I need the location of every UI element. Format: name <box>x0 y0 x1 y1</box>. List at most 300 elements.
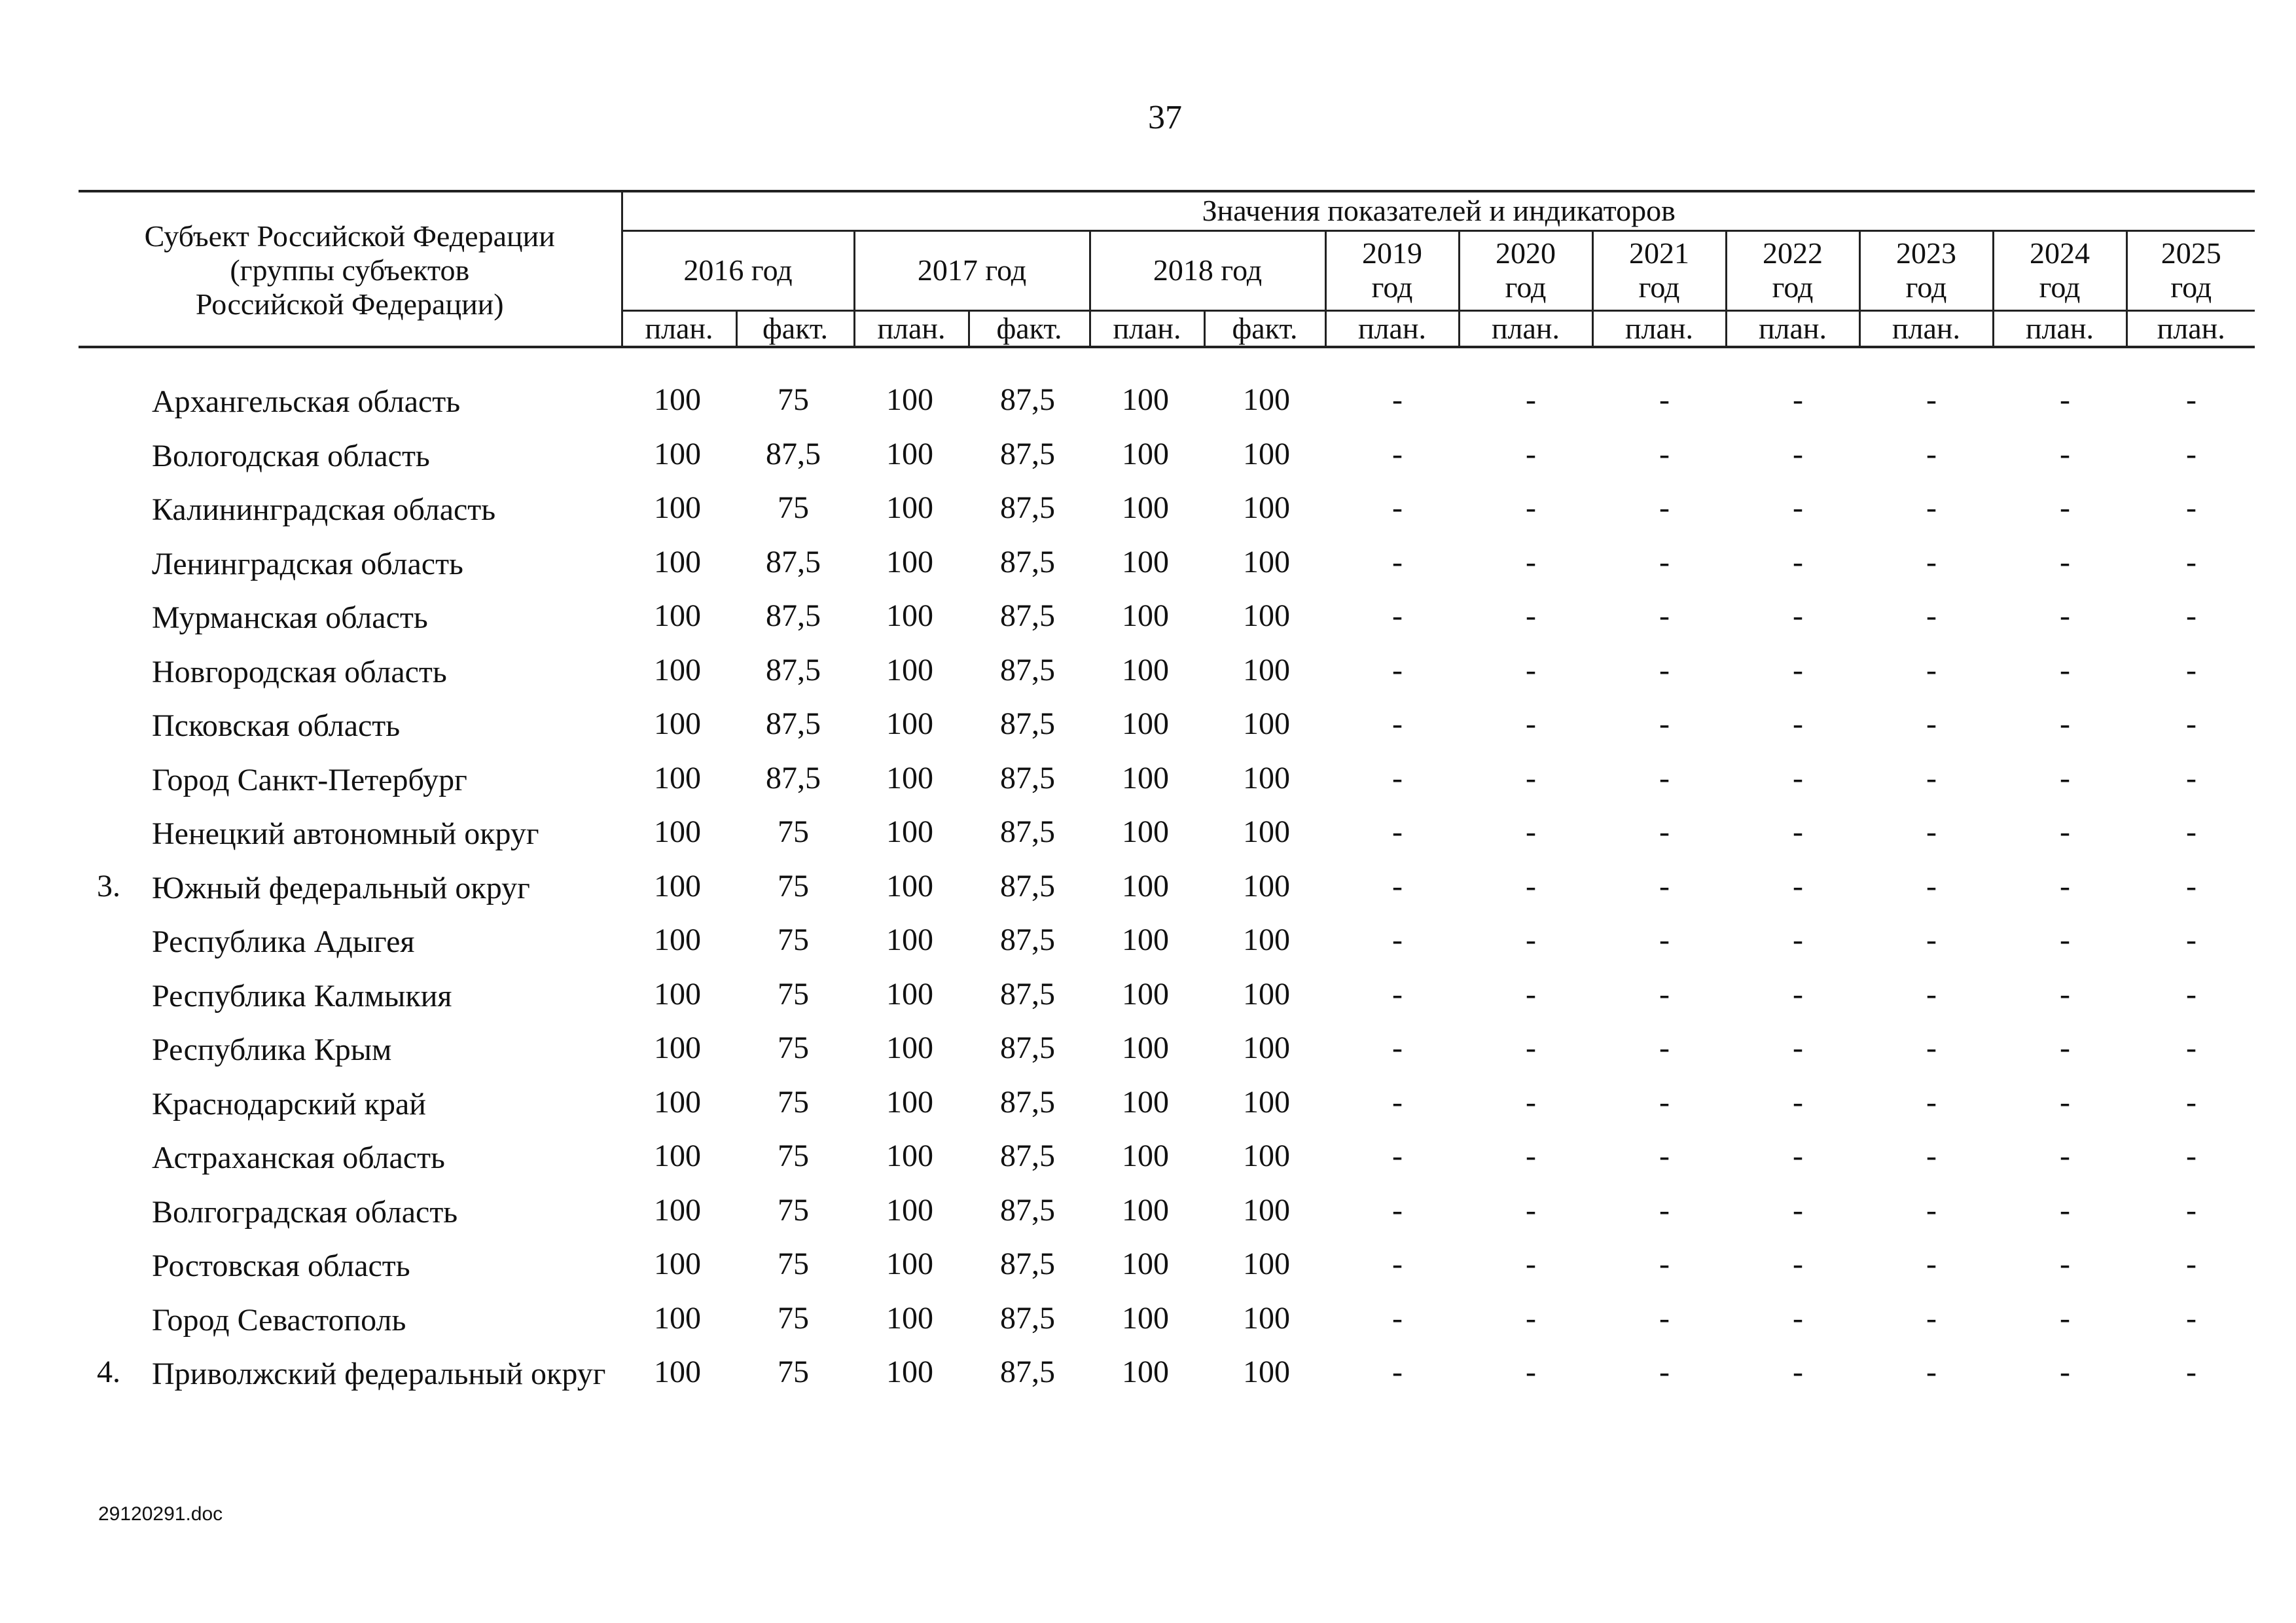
dash-cell: - <box>1392 760 1403 795</box>
region-name: Мурманская область <box>152 600 428 635</box>
dash-cell: - <box>1392 1139 1403 1173</box>
dash-cell: - <box>2186 922 2197 957</box>
dash-cell: - <box>2186 598 2197 633</box>
value-cell: 100 <box>886 490 933 525</box>
year-header <box>1859 230 1993 310</box>
region-name: Город Севастополь <box>152 1302 406 1338</box>
table-row <box>79 761 2255 816</box>
value-cell: 87,5 <box>1000 1192 1055 1228</box>
dash-cell: - <box>1526 922 1536 957</box>
plan-header: план. <box>1859 310 1993 347</box>
dash-cell: - <box>2060 490 2070 525</box>
plan-header: план. <box>1090 310 1204 347</box>
year-word: год <box>1905 270 1947 304</box>
dash-cell: - <box>1392 598 1403 633</box>
dash-cell: - <box>1926 814 1937 849</box>
year-number: 2020 <box>1496 236 1556 270</box>
dash-cell: - <box>1659 1355 1670 1389</box>
value-cell: 100 <box>654 976 701 1012</box>
table-row <box>79 923 2255 977</box>
value-cell: 100 <box>1243 760 1290 795</box>
value-cell: 87,5 <box>1000 598 1055 633</box>
table-row <box>79 1031 2255 1085</box>
value-cell: 87,5 <box>766 652 821 687</box>
dash-cell: - <box>1793 1139 1803 1173</box>
year-number: 2023 <box>1896 236 1956 270</box>
dash-cell: - <box>2186 1192 2197 1228</box>
region-name: Ленинградская область <box>152 546 463 581</box>
value-cell: 100 <box>654 382 701 417</box>
dash-cell: - <box>2060 976 2070 1012</box>
dash-cell: - <box>1926 490 1937 525</box>
dash-cell: - <box>1926 868 1937 903</box>
year-word: год <box>2039 270 2081 304</box>
dash-cell: - <box>1392 436 1403 471</box>
value-cell: 100 <box>1243 1300 1290 1336</box>
dash-cell: - <box>1526 1030 1536 1065</box>
plan-header: план. <box>1726 310 1859 347</box>
value-cell: 100 <box>886 760 933 795</box>
dash-cell: - <box>2186 814 2197 849</box>
value-cell: 75 <box>778 814 809 849</box>
year-header: 2017 год <box>854 230 1090 310</box>
year-word: год <box>1772 270 1814 304</box>
year-word: год <box>1371 270 1413 304</box>
dash-cell: - <box>2186 436 2197 471</box>
value-cell: 100 <box>1243 1247 1290 1281</box>
region-name: Республика Калмыкия <box>152 978 452 1013</box>
dash-cell: - <box>2060 652 2070 687</box>
dash-cell: - <box>1392 1247 1403 1281</box>
value-cell: 87,5 <box>1000 1355 1055 1389</box>
year-header: 2018 год <box>1090 230 1325 310</box>
dash-cell: - <box>1659 706 1670 741</box>
table-row <box>79 599 2255 653</box>
value-cell: 100 <box>1243 1084 1290 1120</box>
value-cell: 100 <box>1243 652 1290 687</box>
dash-cell: - <box>1926 760 1937 795</box>
dash-cell: - <box>1526 436 1536 471</box>
value-cell: 100 <box>1122 1192 1169 1228</box>
region-name: Вологодская область <box>152 438 430 473</box>
value-cell: 75 <box>778 1192 809 1228</box>
region-name: Краснодарский край <box>152 1086 426 1122</box>
region-name: Новгородская область <box>152 654 447 689</box>
dash-cell: - <box>1526 1139 1536 1173</box>
dash-cell: - <box>2060 382 2070 417</box>
dash-cell: - <box>1926 1139 1937 1173</box>
year-word: год <box>2170 270 2212 304</box>
value-cell: 100 <box>1243 976 1290 1012</box>
plan-header: план. <box>622 310 736 347</box>
value-cell: 87,5 <box>1000 652 1055 687</box>
year-header <box>1726 230 1859 310</box>
dash-cell: - <box>2186 1030 2197 1065</box>
year-header <box>1459 230 1592 310</box>
plan-header: план. <box>2126 310 2255 347</box>
value-cell: 87,5 <box>1000 922 1055 957</box>
dash-cell: - <box>1926 544 1937 579</box>
value-cell: 100 <box>1243 1030 1290 1065</box>
table-row <box>79 653 2255 708</box>
dash-cell: - <box>1659 1139 1670 1173</box>
value-cell: 75 <box>778 1139 809 1173</box>
value-cell: 100 <box>886 706 933 741</box>
value-cell: 100 <box>886 1247 933 1281</box>
value-cell: 100 <box>886 1139 933 1173</box>
dash-cell: - <box>1392 1084 1403 1120</box>
page-number: 37 <box>1148 99 1182 136</box>
dash-cell: - <box>2060 1192 2070 1228</box>
value-cell: 87,5 <box>766 760 821 795</box>
dash-cell: - <box>1526 1192 1536 1228</box>
table-row <box>79 383 2255 437</box>
year-word: год <box>1638 270 1680 304</box>
value-cell: 100 <box>886 814 933 849</box>
table-row <box>79 1302 2255 1356</box>
dash-cell: - <box>2060 1355 2070 1389</box>
dash-cell: - <box>1793 652 1803 687</box>
value-cell: 100 <box>654 652 701 687</box>
table-row <box>79 1247 2255 1302</box>
dash-cell: - <box>1526 868 1536 903</box>
value-cell: 100 <box>886 436 933 471</box>
dash-cell: - <box>1659 544 1670 579</box>
dash-cell: - <box>1392 814 1403 849</box>
value-cell: 100 <box>1122 868 1169 903</box>
plan-header: план. <box>1325 310 1459 347</box>
value-cell: 100 <box>1122 544 1169 579</box>
dash-cell: - <box>1659 1192 1670 1228</box>
value-cell: 100 <box>886 382 933 417</box>
subject-header-line1: Субъект Российской Федерации <box>144 219 555 253</box>
value-cell: 87,5 <box>1000 382 1055 417</box>
dash-cell: - <box>1793 1084 1803 1120</box>
table-row <box>79 491 2255 545</box>
table-row <box>79 1139 2255 1194</box>
value-cell: 100 <box>886 868 933 903</box>
value-cell: 100 <box>654 436 701 471</box>
plan-header: план. <box>1592 310 1726 347</box>
value-cell: 100 <box>654 1247 701 1281</box>
dash-cell: - <box>2060 706 2070 741</box>
value-cell: 87,5 <box>1000 976 1055 1012</box>
table-body <box>79 383 2255 1434</box>
value-cell: 100 <box>654 490 701 525</box>
value-cell: 75 <box>778 1084 809 1120</box>
region-name: Республика Крым <box>152 1032 392 1067</box>
dash-cell: - <box>1392 652 1403 687</box>
row-number: 4. <box>97 1355 120 1389</box>
dash-cell: - <box>1526 1355 1536 1389</box>
dash-cell: - <box>1793 490 1803 525</box>
dash-cell: - <box>2186 976 2197 1012</box>
dash-cell: - <box>1526 814 1536 849</box>
dash-cell: - <box>1659 1030 1670 1065</box>
dash-cell: - <box>1659 490 1670 525</box>
dash-cell: - <box>1926 436 1937 471</box>
value-cell: 100 <box>1243 1139 1290 1173</box>
dash-cell: - <box>2186 544 2197 579</box>
dash-cell: - <box>2060 760 2070 795</box>
value-cell: 100 <box>654 1355 701 1389</box>
dash-cell: - <box>1793 922 1803 957</box>
value-cell: 87,5 <box>1000 1084 1055 1120</box>
dash-cell: - <box>2186 1139 2197 1173</box>
dash-cell: - <box>1392 382 1403 417</box>
value-cell: 87,5 <box>766 436 821 471</box>
table-row <box>79 707 2255 761</box>
dash-cell: - <box>1526 652 1536 687</box>
value-cell: 100 <box>1243 814 1290 849</box>
value-cell: 100 <box>654 760 701 795</box>
dash-cell: - <box>1526 1084 1536 1120</box>
value-cell: 100 <box>1243 1192 1290 1228</box>
dash-cell: - <box>1926 1247 1937 1281</box>
value-cell: 100 <box>886 1355 933 1389</box>
dash-cell: - <box>1659 436 1670 471</box>
dash-cell: - <box>1526 760 1536 795</box>
dash-cell: - <box>1392 1192 1403 1228</box>
year-number: 2019 <box>1362 236 1422 270</box>
year-header <box>2126 230 2255 310</box>
dash-cell: - <box>2060 1084 2070 1120</box>
value-cell: 100 <box>654 544 701 579</box>
dash-cell: - <box>1526 544 1536 579</box>
dash-cell: - <box>2060 922 2070 957</box>
table-row <box>79 545 2255 600</box>
value-cell: 100 <box>1122 1084 1169 1120</box>
value-cell: 75 <box>778 1030 809 1065</box>
year-number: 2021 <box>1629 236 1689 270</box>
value-cell: 100 <box>654 1030 701 1065</box>
value-cell: 100 <box>654 598 701 633</box>
indicators-header: Значения показателей и индикаторов <box>622 191 2255 230</box>
region-name: Волгоградская область <box>152 1194 458 1230</box>
dash-cell: - <box>2186 1247 2197 1281</box>
dash-cell: - <box>1392 1030 1403 1065</box>
value-cell: 100 <box>1122 652 1169 687</box>
value-cell: 100 <box>654 922 701 957</box>
dash-cell: - <box>1526 382 1536 417</box>
table-row <box>79 1085 2255 1140</box>
dash-cell: - <box>1926 1192 1937 1228</box>
dash-cell: - <box>1659 922 1670 957</box>
year-word: год <box>1505 270 1547 304</box>
value-cell: 100 <box>1122 1247 1169 1281</box>
value-cell: 100 <box>1122 814 1169 849</box>
value-cell: 100 <box>1243 868 1290 903</box>
value-cell: 87,5 <box>1000 706 1055 741</box>
dash-cell: - <box>1526 976 1536 1012</box>
value-cell: 100 <box>886 598 933 633</box>
region-name: Псковская область <box>152 708 401 743</box>
value-cell: 75 <box>778 1355 809 1389</box>
dash-cell: - <box>1392 1355 1403 1389</box>
dash-cell: - <box>1793 1192 1803 1228</box>
value-cell: 87,5 <box>1000 1247 1055 1281</box>
region-name: Архангельская область <box>152 384 461 419</box>
region-name: Ростовская область <box>152 1249 410 1283</box>
dash-cell: - <box>2186 490 2197 525</box>
value-cell: 100 <box>1122 490 1169 525</box>
value-cell: 100 <box>886 1300 933 1336</box>
plan-header: план. <box>1459 310 1592 347</box>
value-cell: 87,5 <box>766 544 821 579</box>
value-cell: 87,5 <box>1000 544 1055 579</box>
year-number: 2025 <box>2161 236 2221 270</box>
subject-column-header <box>79 191 622 347</box>
dash-cell: - <box>2186 760 2197 795</box>
value-cell: 100 <box>654 1084 701 1120</box>
dash-cell: - <box>2060 814 2070 849</box>
dash-cell: - <box>2186 1355 2197 1389</box>
dash-cell: - <box>1392 1300 1403 1336</box>
value-cell: 100 <box>654 1192 701 1228</box>
value-cell: 75 <box>778 1247 809 1281</box>
value-cell: 75 <box>778 868 809 903</box>
value-cell: 100 <box>1243 922 1290 957</box>
indicators-table-header <box>79 190 2255 348</box>
dash-cell: - <box>1926 1300 1937 1336</box>
value-cell: 100 <box>1122 436 1169 471</box>
dash-cell: - <box>1793 976 1803 1012</box>
dash-cell: - <box>1392 490 1403 525</box>
year-header: 2016 год <box>622 230 854 310</box>
table-row <box>79 815 2255 869</box>
dash-cell: - <box>1392 976 1403 1012</box>
value-cell: 100 <box>886 922 933 957</box>
dash-cell: - <box>1659 382 1670 417</box>
table-row <box>79 869 2255 924</box>
dash-cell: - <box>1926 598 1937 633</box>
value-cell: 87,5 <box>1000 868 1055 903</box>
value-cell: 100 <box>1243 598 1290 633</box>
dash-cell: - <box>1793 436 1803 471</box>
value-cell: 87,5 <box>1000 1300 1055 1336</box>
dash-cell: - <box>1392 868 1403 903</box>
dash-cell: - <box>1793 1030 1803 1065</box>
dash-cell: - <box>2060 1139 2070 1173</box>
dash-cell: - <box>1659 598 1670 633</box>
value-cell: 75 <box>778 976 809 1012</box>
row-number: 3. <box>97 868 120 903</box>
dash-cell: - <box>2186 652 2197 687</box>
dash-cell: - <box>1392 706 1403 741</box>
value-cell: 100 <box>654 1300 701 1336</box>
dash-cell: - <box>1659 868 1670 903</box>
dash-cell: - <box>1659 976 1670 1012</box>
value-cell: 100 <box>654 1139 701 1173</box>
fact-header: факт. <box>1204 310 1325 347</box>
dash-cell: - <box>1526 1247 1536 1281</box>
value-cell: 100 <box>886 1030 933 1065</box>
dash-cell: - <box>1926 976 1937 1012</box>
dash-cell: - <box>1926 922 1937 957</box>
value-cell: 100 <box>1122 598 1169 633</box>
region-name: Республика Адыгея <box>152 924 415 959</box>
dash-cell: - <box>2060 436 2070 471</box>
dash-cell: - <box>1926 1355 1937 1389</box>
dash-cell: - <box>1926 382 1937 417</box>
dash-cell: - <box>2060 544 2070 579</box>
value-cell: 87,5 <box>1000 1139 1055 1173</box>
value-cell: 100 <box>1122 1139 1169 1173</box>
dash-cell: - <box>1793 868 1803 903</box>
value-cell: 87,5 <box>1000 760 1055 795</box>
dash-cell: - <box>1793 760 1803 795</box>
value-cell: 100 <box>1122 922 1169 957</box>
dash-cell: - <box>2060 598 2070 633</box>
value-cell: 100 <box>654 814 701 849</box>
region-name: Южный федеральный округ <box>152 870 530 905</box>
dash-cell: - <box>1659 652 1670 687</box>
dash-cell: - <box>1793 1247 1803 1281</box>
dash-cell: - <box>1392 922 1403 957</box>
year-number: 2024 <box>2030 236 2090 270</box>
fact-header: факт. <box>969 310 1090 347</box>
table-row <box>79 977 2255 1032</box>
dash-cell: - <box>1926 652 1937 687</box>
dash-cell: - <box>1659 1084 1670 1120</box>
dash-cell: - <box>1926 1030 1937 1065</box>
value-cell: 75 <box>778 382 809 417</box>
table-row <box>79 437 2255 492</box>
value-cell: 75 <box>778 490 809 525</box>
dash-cell: - <box>1793 814 1803 849</box>
dash-cell: - <box>1793 706 1803 741</box>
region-name: Ненецкий автономный округ <box>152 816 539 851</box>
value-cell: 100 <box>654 706 701 741</box>
value-cell: 100 <box>1243 436 1290 471</box>
value-cell: 100 <box>886 652 933 687</box>
value-cell: 100 <box>654 868 701 903</box>
value-cell: 75 <box>778 922 809 957</box>
value-cell: 100 <box>1122 706 1169 741</box>
region-name: Калининградская область <box>152 492 496 527</box>
dash-cell: - <box>1926 706 1937 741</box>
value-cell: 87,5 <box>1000 1030 1055 1065</box>
value-cell: 100 <box>886 544 933 579</box>
dash-cell: - <box>1392 544 1403 579</box>
dash-cell: - <box>2186 1300 2197 1336</box>
year-header <box>1993 230 2126 310</box>
dash-cell: - <box>1526 1300 1536 1336</box>
dash-cell: - <box>1659 1247 1670 1281</box>
table-row <box>79 1194 2255 1248</box>
value-cell: 100 <box>1243 490 1290 525</box>
value-cell: 100 <box>1122 1030 1169 1065</box>
subject-header-line3: Российской Федерации) <box>195 287 504 321</box>
year-number: 2022 <box>1763 236 1823 270</box>
dash-cell: - <box>1793 598 1803 633</box>
value-cell: 100 <box>1122 382 1169 417</box>
value-cell: 100 <box>1122 760 1169 795</box>
dash-cell: - <box>1793 544 1803 579</box>
year-header <box>1592 230 1726 310</box>
dash-cell: - <box>2186 1084 2197 1120</box>
dash-cell: - <box>1793 1355 1803 1389</box>
value-cell: 100 <box>886 1084 933 1120</box>
region-name: Город Санкт-Петербург <box>152 762 467 797</box>
dash-cell: - <box>2060 1030 2070 1065</box>
dash-cell: - <box>1926 1084 1937 1120</box>
region-name: Астраханская область <box>152 1140 445 1175</box>
value-cell: 100 <box>1243 706 1290 741</box>
value-cell: 87,5 <box>766 598 821 633</box>
fact-header: факт. <box>736 310 854 347</box>
table-row <box>79 1355 2255 1434</box>
